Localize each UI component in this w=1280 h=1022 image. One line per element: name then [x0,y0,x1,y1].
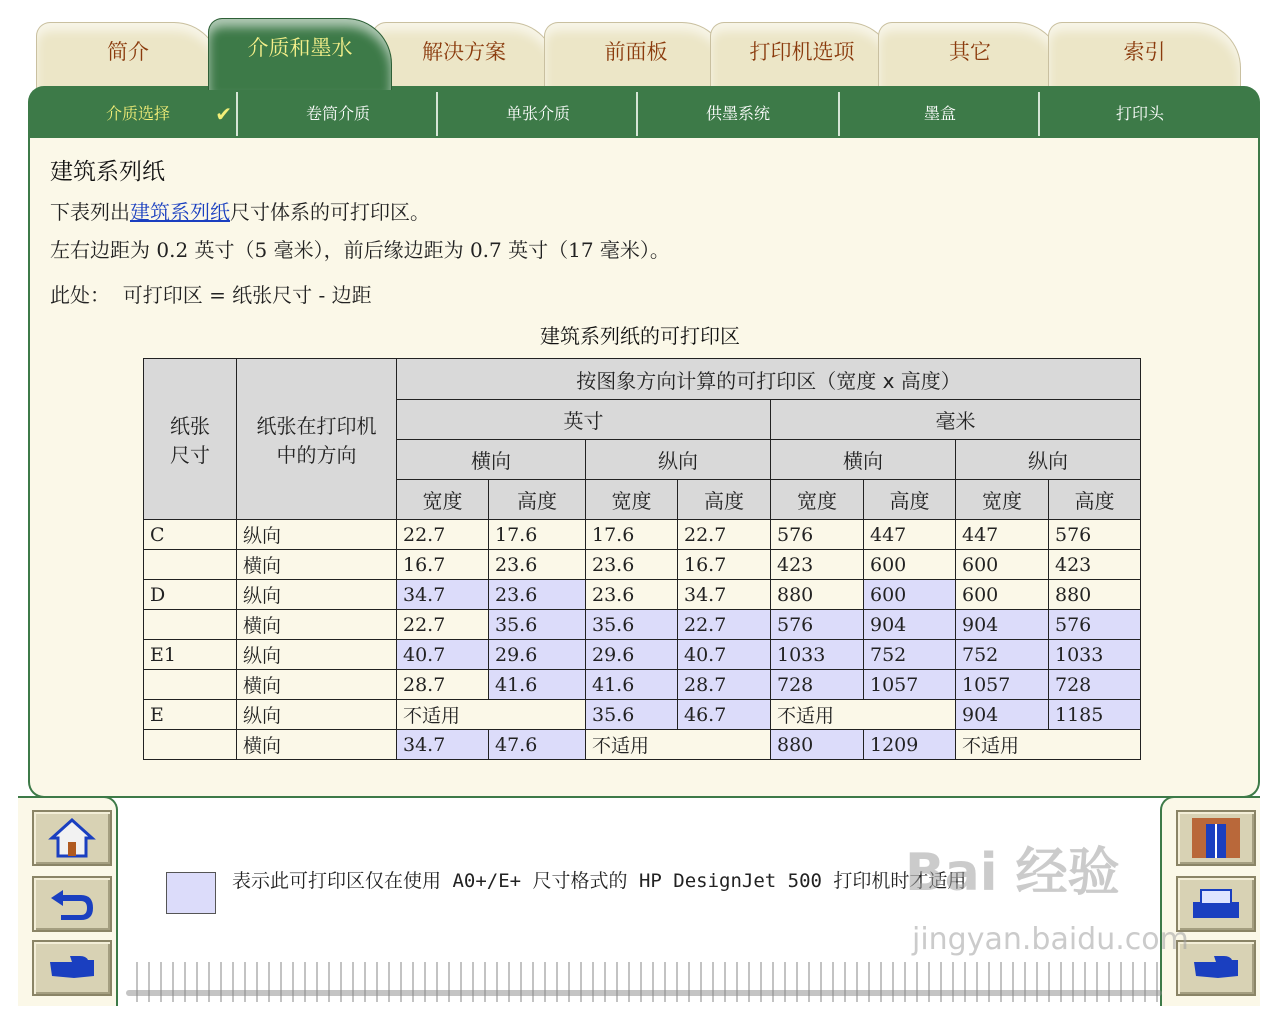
table-cell: 752 [864,640,956,670]
size-cell: E [144,700,237,730]
header-height: 高度 [678,480,771,520]
intro-text: 下表列出 [50,200,130,224]
table-cell: 46.7 [678,700,771,730]
spiral-binding [130,962,1160,1002]
table-cell: 16.7 [397,550,489,580]
table-cell: 904 [956,610,1049,640]
size-cell [144,550,237,580]
tab-front-panel[interactable]: 前面板 [544,22,728,88]
home-button[interactable] [32,810,112,866]
table-caption: 建筑系列纸的可打印区 [540,324,740,348]
orientation-cell: 横向 [237,670,397,700]
table-body [144,520,1141,760]
size-cell [144,730,237,760]
table-cell: 576 [771,520,864,550]
table-cell: 600 [956,580,1049,610]
header-width: 宽度 [586,480,678,520]
brick-door-icon [1190,816,1242,860]
table-cell: 1185 [1049,700,1141,730]
table-cell: 17.6 [586,520,678,550]
subnav-media-selection[interactable] [38,92,238,136]
table-cell: 29.6 [489,640,586,670]
table-cell: 17.6 [489,520,586,550]
table-cell: 904 [864,610,956,640]
orientation-cell: 纵向 [237,580,397,610]
table-row [144,670,1141,700]
size-cell [144,670,237,700]
subnav-label: 介质选择 [105,104,170,123]
subnav-printhead[interactable]: 打印头 [1038,92,1240,136]
table-cell: 29.6 [586,640,678,670]
subnav-roll-media[interactable]: 卷筒介质 [236,92,438,136]
table-row [144,640,1141,670]
table-cell: 22.7 [397,610,489,640]
orientation-cell: 纵向 [237,700,397,730]
table-cell: 41.6 [586,670,678,700]
table-row [144,730,1141,760]
header-paper-size [144,359,237,520]
pointing-hand-icon [1190,950,1242,986]
table-row [144,610,1141,640]
header-landscape-mm: 横向 [771,440,956,480]
header-height: 高度 [864,480,956,520]
table-cell: 600 [864,580,956,610]
size-cell: C [144,520,237,550]
header-paper-size-l1: 纸张 [170,414,210,438]
table-cell: 35.6 [489,610,586,640]
sub-navigation [28,86,1260,138]
not-applicable-cell: 不适用 [586,730,771,760]
table-cell: 40.7 [397,640,489,670]
table-cell: 904 [956,700,1049,730]
tab-index[interactable]: 索引 [1048,22,1241,88]
pointing-hand-icon [46,950,98,986]
legend-swatch [166,872,216,914]
legend-text: 表示此可打印区仅在使用 A0+/E+ 尺寸格式的 HP DesignJet 500 打印机时才适用 [232,870,967,892]
header-landscape-in: 横向 [397,440,586,480]
intro-text-end: 尺寸体系的可打印区。 [230,200,430,224]
header-width: 宽度 [956,480,1049,520]
table-row [144,550,1141,580]
library-button[interactable] [1176,810,1256,866]
size-cell: E1 [144,640,237,670]
subnav-ink-system[interactable]: 供墨系统 [636,92,838,136]
subnav-ink-cartridge[interactable]: 墨盒 [838,92,1040,136]
table-cell: 1209 [864,730,956,760]
not-applicable-cell: 不适用 [956,730,1141,760]
printable-area-table [143,358,1141,760]
header-height: 高度 [1049,480,1141,520]
return-arrow-icon [47,884,97,924]
header-orientation [237,359,397,520]
tab-other[interactable]: 其它 [878,22,1062,88]
table-cell: 22.7 [397,520,489,550]
table-cell: 576 [1049,520,1141,550]
table-cell: 16.7 [678,550,771,580]
tab-solutions[interactable]: 解决方案 [372,22,556,88]
watermark: Bai 经验 [905,843,1120,903]
back-button[interactable] [32,876,112,932]
table-cell: 23.6 [586,580,678,610]
header-orientation-l2: 中的方向 [276,443,357,467]
header-width: 宽度 [771,480,864,520]
table-cell: 22.7 [678,610,771,640]
intro-line [50,196,430,225]
table-row [144,520,1141,550]
next-page-button[interactable] [32,940,112,996]
orientation-cell: 横向 [237,550,397,580]
table-cell: 447 [864,520,956,550]
watermark-url: jingyan.baidu.com [912,922,1189,957]
table-cell: 1033 [1049,640,1141,670]
table-cell: 35.6 [586,700,678,730]
header-portrait-mm: 纵向 [956,440,1141,480]
table-cell: 752 [956,640,1049,670]
table-cell: 423 [771,550,864,580]
table-cell: 423 [1049,550,1141,580]
table-cell: 880 [771,730,864,760]
table-cell: 47.6 [489,730,586,760]
table-cell: 23.6 [489,550,586,580]
table-cell: 576 [771,610,864,640]
page-title: 建筑系列纸 [50,159,165,185]
table-cell: 1057 [864,670,956,700]
header-paper-size-l2: 尺寸 [170,443,210,467]
header-printable-area: 按图象方向计算的可打印区（宽度 x 高度） [397,359,1141,400]
table-cell: 447 [956,520,1049,550]
table-cell: 880 [1049,580,1141,610]
header-inches: 英寸 [397,400,771,440]
header-height: 高度 [489,480,586,520]
orientation-cell: 横向 [237,730,397,760]
not-applicable-cell: 不适用 [771,700,956,730]
table-cell: 600 [864,550,956,580]
orientation-cell: 纵向 [237,520,397,550]
check-icon: ✔ [215,102,232,126]
table-cell: 23.6 [586,550,678,580]
orientation-cell: 纵向 [237,640,397,670]
main-tab-bar [36,18,1241,88]
table-cell: 728 [1049,670,1141,700]
table-cell: 34.7 [397,730,489,760]
header-orientation-l1: 纸张在打印机 [256,414,377,438]
table-cell: 576 [1049,610,1141,640]
margin-line: 左右边距为 0.2 英寸（5 毫米），前后缘边距为 0.7 英寸（17 毫米）。 [50,238,670,262]
printer-icon [1189,884,1243,924]
tab-intro[interactable]: 简介 [36,22,220,88]
header-portrait-in: 纵向 [586,440,771,480]
table-cell: 23.6 [489,580,586,610]
table-cell: 1057 [956,670,1049,700]
table-cell: 728 [771,670,864,700]
table-cell: 34.7 [678,580,771,610]
table-cell: 34.7 [397,580,489,610]
table-cell: 1033 [771,640,864,670]
table-row [144,700,1141,730]
tab-media-and-ink[interactable]: 介质和墨水 [208,18,392,90]
size-cell [144,610,237,640]
orientation-cell: 横向 [237,610,397,640]
formula-line: 此处： 可打印区 = 纸张尺寸 - 边距 [50,283,372,307]
subnav-sheet-media[interactable]: 单张介质 [436,92,638,136]
table-cell: 600 [956,550,1049,580]
architectural-paper-link[interactable]: 建筑系列纸 [130,200,230,224]
table-cell: 40.7 [678,640,771,670]
table-row [144,580,1141,610]
spiral-binding-bar [126,990,1162,996]
table-cell: 35.6 [586,610,678,640]
table-cell: 28.7 [397,670,489,700]
table-cell: 28.7 [678,670,771,700]
not-applicable-cell: 不适用 [397,700,586,730]
size-cell: D [144,580,237,610]
header-width: 宽度 [397,480,489,520]
home-icon [48,816,96,860]
tab-printer-options[interactable]: 打印机选项 [710,22,894,88]
header-mm: 毫米 [771,400,1141,440]
table-cell: 22.7 [678,520,771,550]
table-cell: 41.6 [489,670,586,700]
table-cell: 880 [771,580,864,610]
